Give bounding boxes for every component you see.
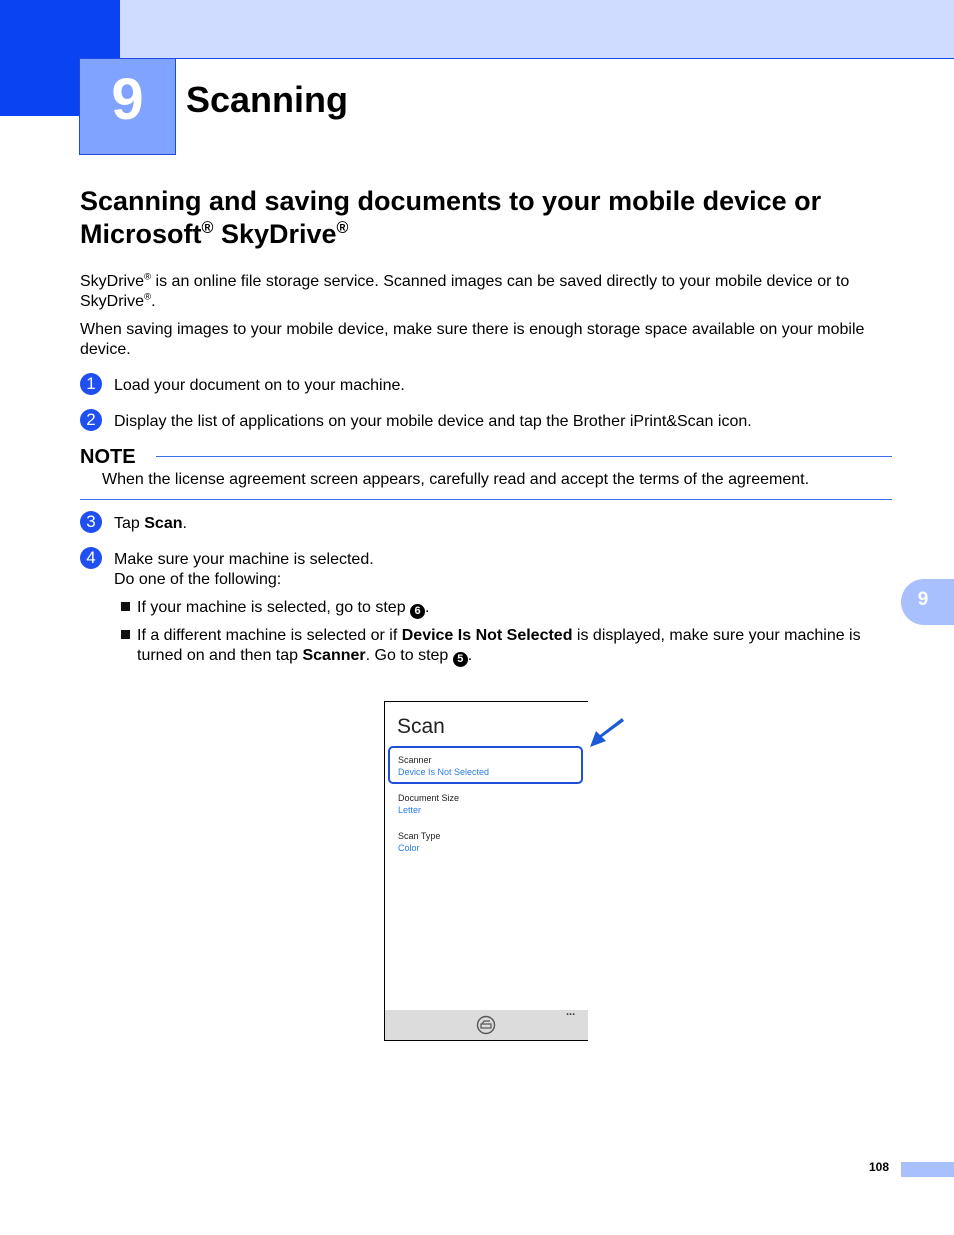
header-band bbox=[120, 0, 954, 59]
note-top-rule bbox=[156, 456, 892, 457]
step-3-badge: 3 bbox=[80, 511, 102, 533]
note-label: NOTE bbox=[80, 446, 136, 468]
phone-docsize-label: Document Size bbox=[398, 793, 460, 803]
bullet-1-text: If your machine is selected, go to step 6 . bbox=[137, 599, 430, 617]
step-ref-6: 6 bbox=[410, 604, 425, 619]
phone-scantype-label: Scan Type bbox=[398, 831, 441, 841]
bullet-square bbox=[121, 602, 130, 611]
phone-scantype-value[interactable]: Color bbox=[398, 843, 420, 853]
step-1-badge: 1 bbox=[80, 373, 102, 395]
phone-scanner-label: Scanner bbox=[398, 755, 432, 765]
footer-band bbox=[901, 1162, 954, 1177]
bullet-square bbox=[121, 630, 130, 639]
step-2-badge: 2 bbox=[80, 409, 102, 431]
phone-scanner-highlight[interactable] bbox=[388, 746, 583, 784]
intro-paragraph-1: SkyDrive® is an online file storage service. Scanned images can be saved directly to your mobile device or to SkyDrive®. bbox=[80, 271, 850, 310]
chapter-side-tab-number: 9 bbox=[917, 589, 929, 610]
chapter-number: 9 bbox=[111, 67, 144, 132]
chapter-title: Scanning bbox=[186, 79, 349, 120]
step-4-line-2: Do one of the following: bbox=[114, 571, 282, 588]
step-3-text: Tap Scan. bbox=[114, 515, 187, 532]
phone-scanner-value[interactable]: Device Is Not Selected bbox=[398, 767, 490, 777]
step-2-text: Display the list of applications on your mobile device and tap the Brother iPrint&Scan icon. bbox=[114, 413, 752, 430]
section-title: Scanning and saving documents to your mobile device or Microsoft® SkyDrive® bbox=[80, 186, 822, 249]
bullet-2-text: If a different machine is selected or if Device Is Not Selected is displayed, make sure your machine is turned on and then tap Scanner. Go to step 5 . bbox=[137, 627, 861, 665]
page-number: 108 bbox=[869, 1160, 890, 1174]
step-4-badge: 4 bbox=[80, 547, 102, 569]
phone-docsize-value[interactable]: Letter bbox=[398, 805, 422, 815]
scan-icon[interactable] bbox=[476, 1015, 496, 1040]
note-text: When the license agreement screen appears, carefully read and accept the terms of the agreement. bbox=[102, 471, 810, 488]
step-4-line-1: Make sure your machine is selected. bbox=[114, 551, 374, 568]
phone-scan-title: Scan bbox=[397, 715, 445, 738]
pointer-arrow-icon bbox=[588, 717, 628, 754]
intro-paragraph-2: When saving images to your mobile device, make sure there is enough storage space available on your mobile device. bbox=[80, 321, 865, 358]
note-bottom-rule bbox=[80, 499, 892, 500]
step-1-text: Load your document on to your machine. bbox=[114, 377, 405, 394]
more-options-icon[interactable]: ... bbox=[566, 1006, 576, 1018]
step-ref-5: 5 bbox=[453, 652, 468, 667]
